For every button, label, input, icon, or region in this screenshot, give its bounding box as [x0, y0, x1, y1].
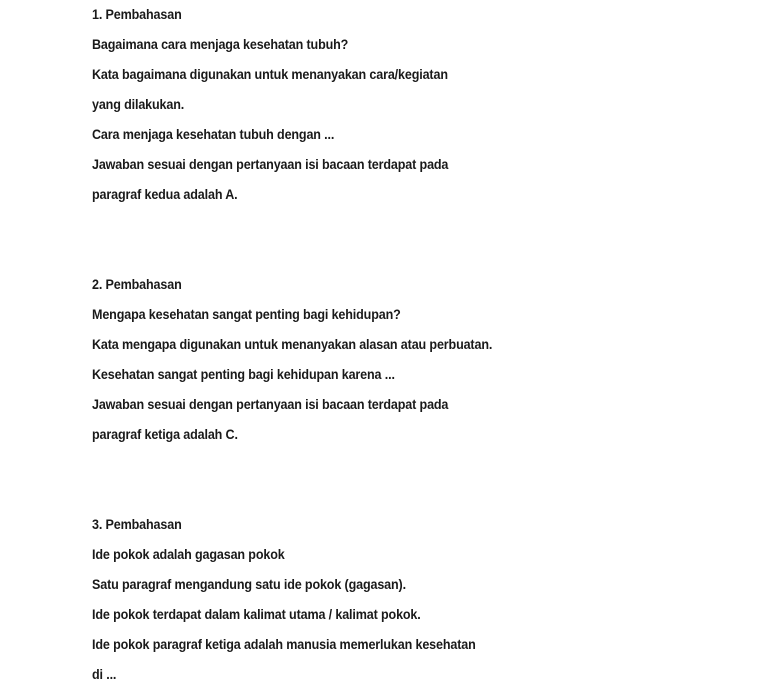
text-line: paragraf kedua adalah A. — [92, 187, 238, 202]
section-heading: 1. Pembahasan — [92, 7, 182, 22]
text-line: Ide pokok adalah gagasan pokok — [92, 547, 285, 562]
text-line: Ide pokok paragraf ketiga adalah manusia memerlukan kesehatan — [92, 637, 476, 652]
section-heading: 2. Pembahasan — [92, 277, 182, 292]
text-line: Jawaban sesuai dengan pertanyaan isi bacaan terdapat pada — [92, 157, 449, 172]
text-line: Jawaban sesuai dengan pertanyaan isi bacaan terdapat pada — [92, 397, 449, 412]
text-line: Bagaimana cara menjaga kesehatan tubuh? — [92, 37, 349, 52]
section-pembahasan-2 — [92, 270, 748, 450]
text-line: Cara menjaga kesehatan tubuh dengan ... — [92, 127, 335, 142]
text-line-clipped: di ... — [92, 667, 117, 682]
text-line: yang dilakukan. — [92, 97, 185, 112]
section-heading: 3. Pembahasan — [92, 517, 182, 532]
text-line: Kesehatan sangat penting bagi kehidupan karena ... — [92, 367, 395, 382]
section-pembahasan-3 — [92, 510, 748, 690]
text-line: Kata bagaimana digunakan untuk menanyakan cara/kegiatan — [92, 67, 448, 82]
text-line: Satu paragraf mengandung satu ide pokok (gagasan). — [92, 577, 406, 592]
text-line: Kata mengapa digunakan untuk menanyakan alasan atau perbuatan. — [92, 337, 493, 352]
text-line: Ide pokok terdapat dalam kalimat utama / kalimat pokok. — [92, 607, 421, 622]
text-line: paragraf ketiga adalah C. — [92, 427, 238, 442]
text-line: Mengapa kesehatan sangat penting bagi kehidupan? — [92, 307, 401, 322]
section-pembahasan-1 — [92, 0, 748, 210]
